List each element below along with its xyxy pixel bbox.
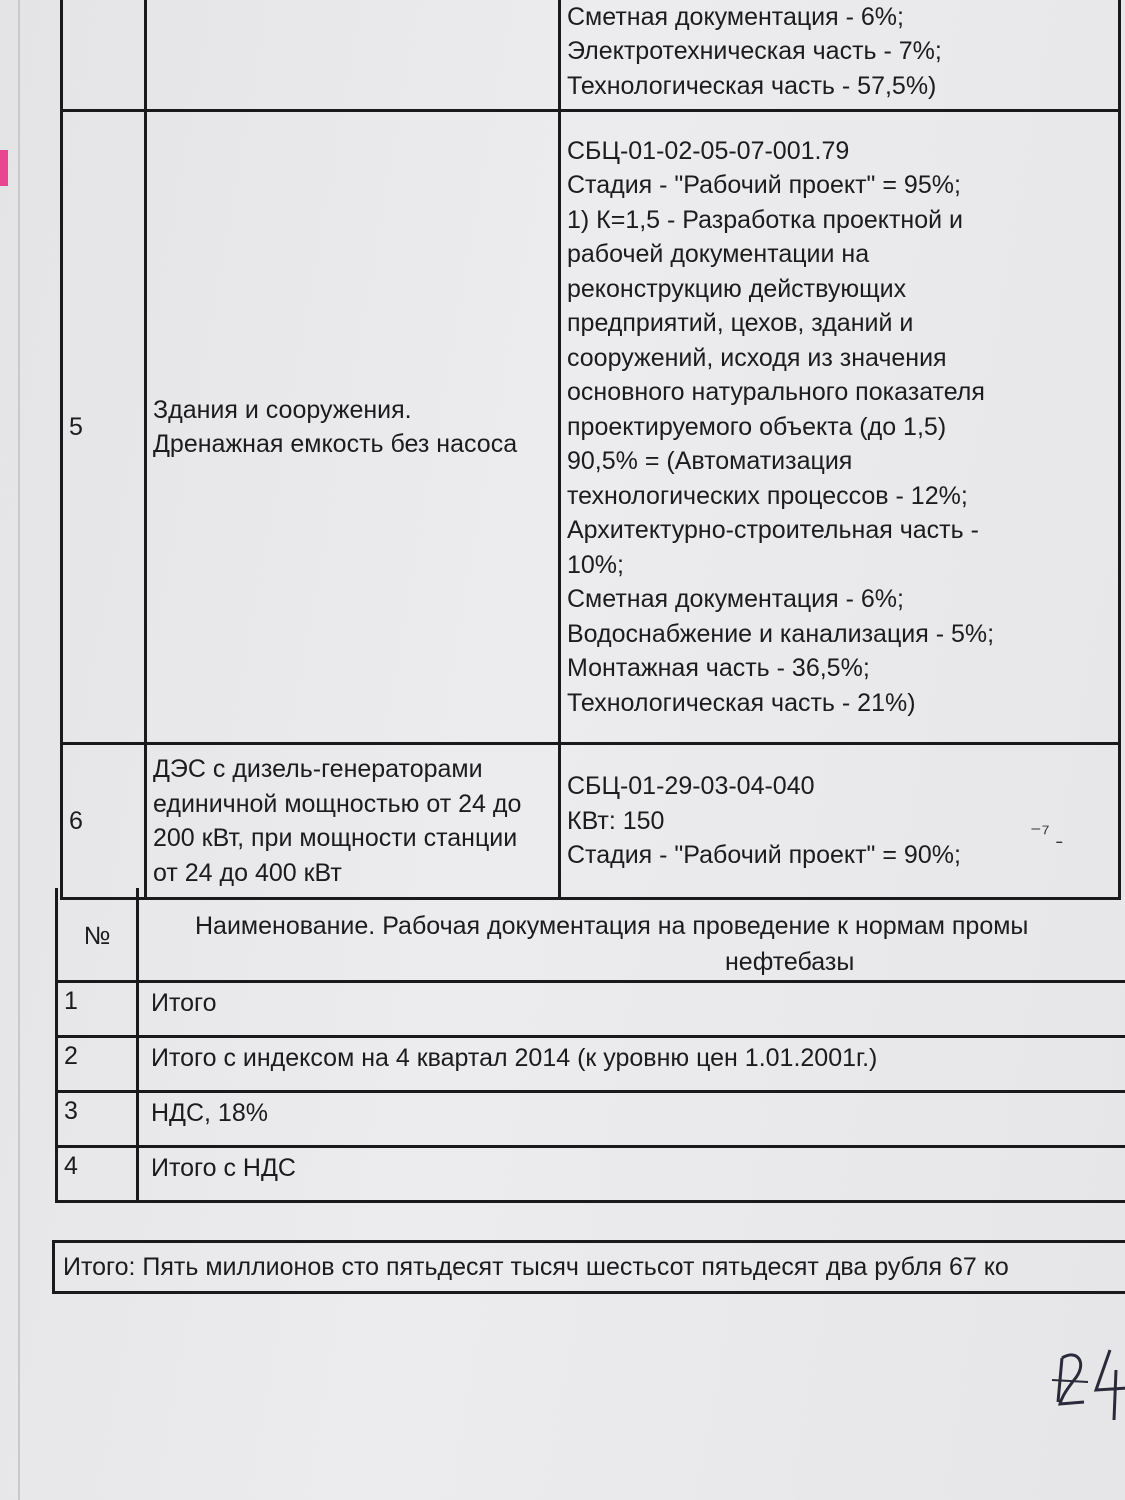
row-number-cell: 3 — [55, 1093, 139, 1145]
name-header: Наименование. Рабочая документация на проведение к нормам промы — [195, 912, 1029, 940]
description-line: Электротехническая часть - 7%; — [567, 37, 942, 65]
description-line: Стадия - "Рабочий проект" = 90%; — [567, 841, 961, 870]
row-number-cell: 6 — [62, 744, 146, 899]
description-line: Сметная документация - 6%; — [567, 2, 904, 31]
description-line: 90,5% = (Автоматизация — [567, 447, 853, 476]
summary-table — [55, 888, 1125, 1203]
description-line: сооружений, исходя из значения — [567, 343, 947, 372]
table-row — [62, 111, 1120, 744]
description-line: Сметная документация - 6%; — [567, 585, 904, 614]
table-row — [55, 983, 1125, 1038]
row-name-cell: Итого с индексом на 4 квартал 2014 (к уровню цен 1.01.2001г.) — [151, 1044, 878, 1072]
row-name-cell — [146, 111, 560, 744]
description-line: предприятий, цехов, зданий и — [567, 309, 914, 338]
description-line: Монтажная часть - 36,5%; — [567, 654, 870, 683]
description-line: СБЦ-01-02-05-07-001.79 — [567, 136, 850, 165]
name-line: ДЭС с дизель-генераторами — [153, 755, 483, 783]
row-number-cell: 5 — [62, 111, 146, 744]
description-line: основного натурального показателя — [567, 378, 985, 407]
table-row — [55, 1038, 1125, 1093]
description-line: 1) К=1,5 - Разработка проектной и — [567, 205, 964, 234]
description-line: СБЦ-01-29-03-04-040 — [567, 772, 815, 801]
description-line: рабочей документации на — [567, 240, 870, 269]
table-row — [62, 744, 1120, 899]
description-line: проектируемого объекта (до 1,5) — [567, 412, 947, 441]
row-name-cell — [146, 744, 560, 899]
description-line: 10%; — [567, 550, 624, 579]
handwritten-tick: ⁻⁷ ˍ — [1030, 820, 1064, 845]
description-line: Технологическая часть - 57,5%) — [567, 71, 937, 100]
row-description-cell — [560, 0, 1120, 111]
description-line: Водоснабжение и канализация - 5%; — [567, 619, 995, 648]
name-line: 200 кВт, при мощности станции — [153, 824, 518, 852]
number-header: № — [55, 888, 139, 980]
row-number-cell: 4 — [55, 1148, 139, 1200]
name-line: от 24 до 400 кВт — [153, 858, 342, 887]
name-header-continuation: нефтебазы — [725, 948, 855, 976]
pink-edge-mark — [0, 150, 8, 186]
row-name-cell: Итого с НДС — [151, 1154, 296, 1182]
row-description-cell — [560, 111, 1120, 744]
row-name-cell — [146, 0, 560, 111]
description-line: Технологическая часть - 21%) — [567, 688, 916, 717]
row-name-cell: НДС, 18% — [151, 1099, 268, 1127]
name-line: единичной мощностью от 24 до — [153, 789, 522, 818]
description-line: реконструкцию действующих — [567, 274, 907, 303]
table-row — [55, 1093, 1125, 1148]
summary-header-row — [55, 888, 1125, 983]
row-number-cell: 2 — [55, 1038, 139, 1090]
name-line: Здания и сооружения. — [153, 395, 412, 424]
description-line: Архитектурно-строительная часть - — [567, 516, 979, 545]
handwritten-page-number — [1048, 1340, 1125, 1420]
description-line: КВт: 150 — [567, 806, 665, 835]
description-line: Стадия - "Рабочий проект" = 95%; — [567, 171, 961, 200]
row-number-cell: 1 — [55, 983, 139, 1035]
cost-table-upper — [60, 0, 1121, 900]
page-edge-line — [18, 0, 20, 1500]
total-in-words: Итого: Пять миллионов сто пятьдесят тысяч шестьсот пятьдесят два рубля 67 ко — [52, 1240, 1125, 1294]
name-line: Дренажная емкость без насоса — [153, 430, 518, 458]
table-row — [62, 0, 1120, 111]
description-line: технологических процессов - 12%; — [567, 481, 968, 510]
row-name-cell: Итого — [151, 989, 217, 1017]
row-number-cell — [62, 0, 146, 111]
table-row — [55, 1148, 1125, 1203]
